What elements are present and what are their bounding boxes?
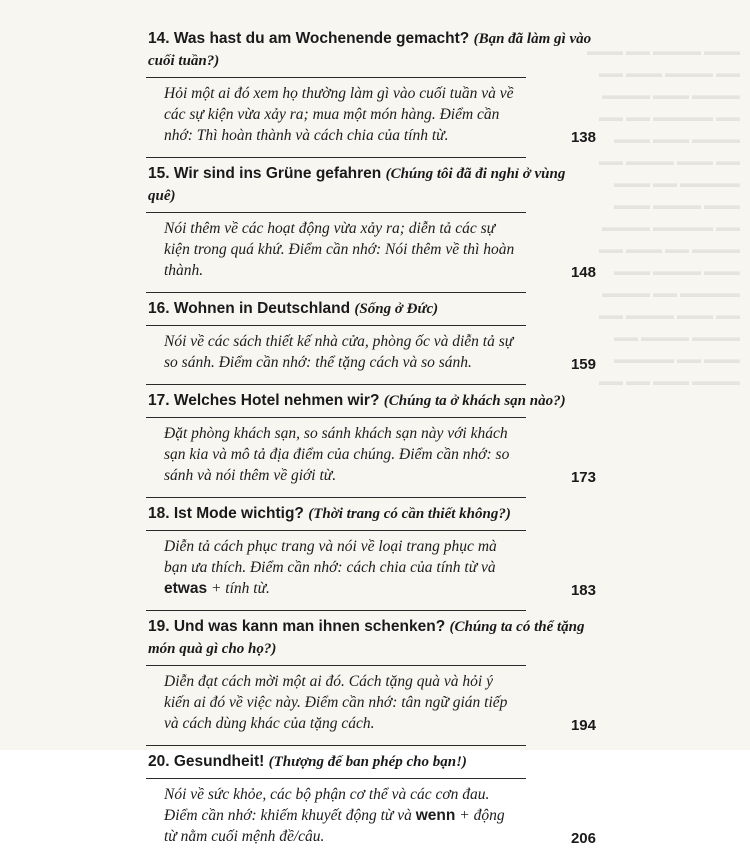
divider	[146, 610, 526, 611]
entry-description: Nói về các sách thiết kế nhà cửa, phòng ốc và diễn tả sự so sánh. Điểm cần nhớ: thể tặng cách và so sánh.	[164, 333, 514, 371]
divider	[146, 665, 526, 666]
divider	[146, 745, 526, 746]
entry-heading	[146, 503, 596, 525]
entry-description: Đặt phòng khách sạn, so sánh khách sạn này với khách sạn kia và mô tả địa điểm của chúng. Điểm cần nhớ: so sánh và nói thêm về giới từ.	[164, 425, 510, 484]
toc-entry-16[interactable]	[146, 298, 596, 379]
table-of-contents	[146, 28, 596, 853]
divider	[146, 778, 526, 779]
entry-heading	[146, 298, 596, 320]
entry-title-vi: (Bạn đã làm gì vào cuối tuần?)	[148, 31, 592, 69]
toc-entry-18[interactable]	[146, 503, 596, 605]
entry-description: Hỏi một ai đó xem họ thường làm gì vào cuối tuần và về các sự kiện vừa xảy ra; mua một món hàng. Điểm cần nhớ: Thì hoàn thành và cách chia của tính từ.	[164, 85, 514, 144]
keyword: wenn	[415, 807, 456, 824]
divider	[146, 157, 526, 158]
page-number: 206	[570, 830, 596, 847]
entry-title-de: 15. Wir sind ins Grüne gefahren	[148, 165, 382, 182]
page-number: 159	[570, 356, 596, 373]
page-number: 148	[570, 264, 596, 281]
divider	[146, 212, 526, 213]
entry-heading	[146, 390, 596, 412]
entry-title-de: 18. Ist Mode wichtig?	[148, 505, 304, 522]
entry-title-de: 20. Gesundheit!	[148, 753, 265, 770]
entry-title-vi: (Chúng ta có thể tặng món quà gì cho họ?)	[148, 619, 585, 657]
entry-description-text: Nói về sức khỏe, các bộ phận cơ thể và các cơn đau. Điểm cần nhớ: khiếm khuyết động từ và	[164, 786, 490, 824]
entry-title-de: 19. Und was kann man ihnen schenken?	[148, 618, 446, 635]
toc-entry-19[interactable]	[146, 616, 596, 740]
page-number: 173	[570, 469, 596, 486]
entry-title-de: 14. Was hast du am Wochenende gemacht?	[148, 30, 470, 47]
entry-title-vi: (Sống ở Đức)	[354, 301, 439, 317]
entry-title-vi: (Chúng tôi đã đi nghỉ ở vùng quê)	[148, 166, 566, 204]
divider	[146, 325, 526, 326]
entry-description: Nói thêm về các hoạt động vừa xảy ra; diễn tả các sự kiện trong quá khứ. Điểm cần nhớ: Nói thêm về thì hoàn thành.	[164, 220, 515, 279]
page-number: 194	[570, 717, 596, 734]
divider	[146, 417, 526, 418]
entry-title-vi: (Thời trang có cần thiết không?)	[308, 506, 511, 522]
entry-description-text: Diễn tả cách phục trang và nói về loại trang phục mà bạn ưa thích. Điểm cần nhớ: cách chia của tính từ và	[164, 538, 497, 576]
entry-title-de: 17. Welches Hotel nehmen wir?	[148, 392, 380, 409]
entry-heading	[146, 751, 596, 773]
entry-description-text: + động từ nằm cuối mệnh đề/câu.	[164, 807, 505, 845]
entry-description	[146, 536, 519, 599]
toc-entry-15[interactable]	[146, 163, 596, 287]
toc-entry-17[interactable]	[146, 390, 596, 492]
entry-description: Diễn đạt cách mời một ai đó. Cách tặng quà và hỏi ý kiến ai đó về việc này. Điểm cần nhớ: tân ngữ gián tiếp và cách dùng khác của tặng cách.	[164, 673, 508, 732]
divider	[146, 530, 526, 531]
entry-description	[146, 784, 519, 847]
entry-heading	[146, 616, 596, 660]
page-number: 183	[570, 582, 596, 599]
divider	[146, 384, 526, 385]
entry-title-de: 16. Wohnen in Deutschland	[148, 300, 351, 317]
entry-description-text: + tính từ.	[207, 580, 270, 597]
toc-entry-20[interactable]	[146, 751, 596, 853]
divider	[146, 497, 526, 498]
entry-title-vi: (Chúng ta ở khách sạn nào?)	[383, 393, 566, 409]
entry-title-vi: (Thượng đế ban phép cho bạn!)	[268, 754, 467, 770]
entry-heading	[146, 163, 596, 207]
keyword: etwas	[164, 580, 208, 597]
entry-heading	[146, 28, 596, 72]
bleed-through-text: ▬▬▬ ▬▬▬▬ ▬▬ ▬▬▬ ▬▬ ▬▬▬▬ ▬▬▬ ▬▬ ▬▬▬▬ ▬▬▬ ▬▬▬▬ ▬▬ ▬▬▬▬▬ ▬▬ ▬▬ ▬▬▬▬ ▬▬▬ ▬▬▬ ▬▬ ▬▬▬ ▬▬▬▬ ▬▬ ▬▬▬▬▬ ▬▬ ▬▬▬ ▬▬▬ ▬▬▬▬ ▬▬▬ ▬▬ ▬▬▬▬▬ ▬▬▬▬ ▬▬▬▬ ▬▬ ▬▬▬ ▬▬ ▬▬▬ ▬▬▬▬ ▬▬▬ ▬▬▬▬▬ ▬▬ ▬▬▬▬ ▬▬ ▬▬▬ ▬▬▬▬ ▬▬ ▬▬▬▬ ▬▬▬▬ ▬▬ ▬▬▬ ▬▬ ▬▬▬▬▬ ▬▬▬▬ ▬▬▬ ▬▬ ▬▬	[587, 44, 740, 388]
page-number: 138	[570, 129, 596, 146]
toc-entry-14[interactable]	[146, 28, 596, 152]
divider	[146, 292, 526, 293]
divider	[146, 77, 526, 78]
